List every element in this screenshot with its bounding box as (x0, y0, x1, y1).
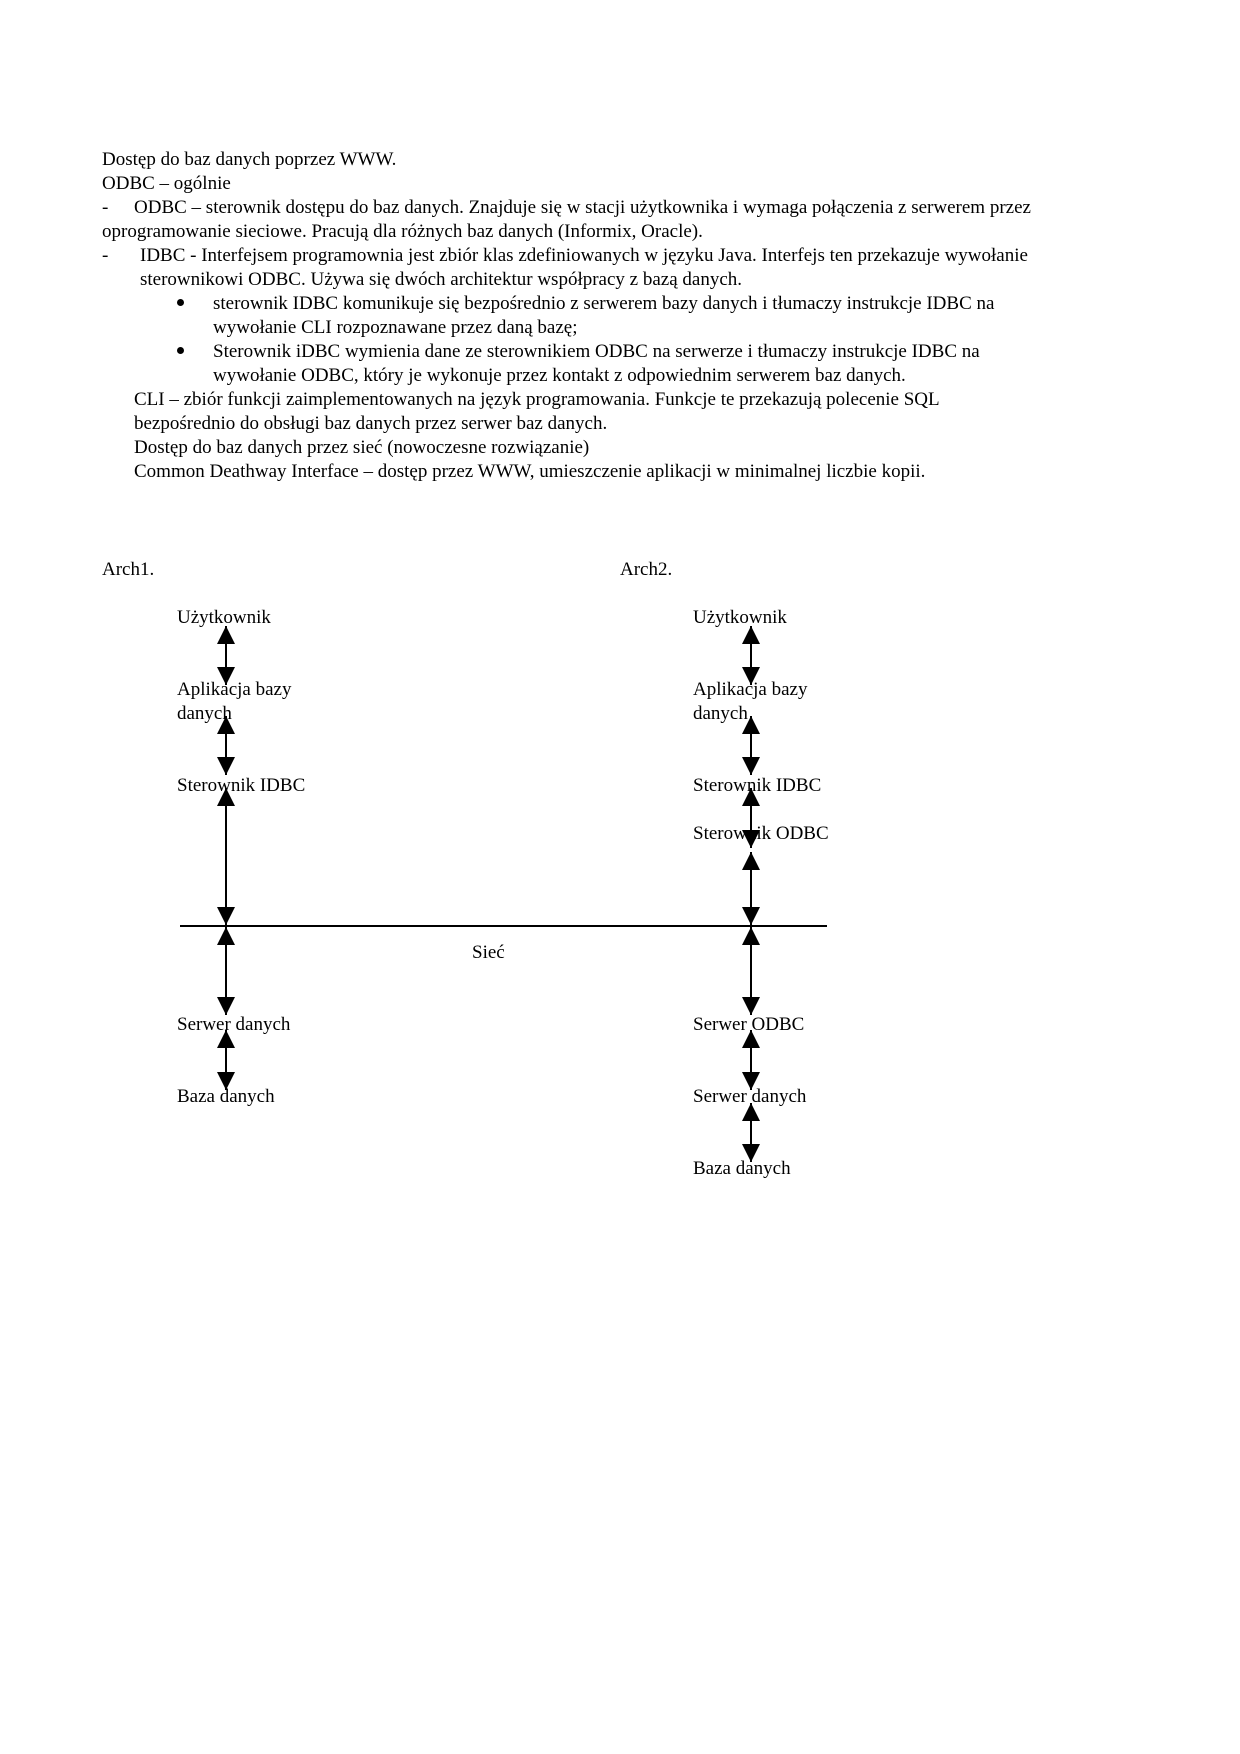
term: IDBC (140, 245, 186, 266)
paragraph-cgi: Common Deathway Interface – dostęp przez WWW, umieszczenie aplikacji w minimalnej liczbie kopii. (134, 461, 926, 482)
bullet-continuation: wywołanie ODBC, który je wykonuje przez kontakt z odpowiednim serwerem baz danych. (213, 365, 906, 386)
term: ODBC (134, 197, 187, 218)
item-text: - Interfejsem programownia jest zbiór klas zdefiniowanych w języku Java. Interfejs ten przekazuje wywołanie (185, 245, 1028, 266)
arch1-node-data-server: Serwer danych (177, 1014, 291, 1035)
arch2-node-database: Baza danych (693, 1158, 791, 1179)
bullet-item-1: sterownik IDBC komunikuje się bezpośrednio z serwerem bazy danych i tłumaczy instrukcje IDBC na (213, 293, 995, 314)
document-title: Dostęp do baz danych poprzez WWW. (102, 149, 397, 170)
bullet-item-2: Sterownik iDBC wymienia dane ze sterownikiem ODBC na serwerze i tłumaczy instrukcje IDBC na (213, 341, 980, 362)
arch1-node-idbc-driver: Sterownik IDBC (177, 775, 306, 796)
arch2-title: Arch2. (620, 559, 673, 580)
arch2-node-data-server: Serwer danych (693, 1086, 807, 1107)
arch1-node-app: Aplikacja bazy (177, 679, 292, 700)
arch1-node-database: Baza danych (177, 1086, 275, 1107)
network-label: Sieć (472, 942, 505, 963)
item-text: – sterownik dostępu do baz danych. Znajduje się w stacji użytkownika i wymaga połączenia z serwerem przez (186, 197, 1031, 218)
bullet-continuation: wywołanie CLI rozpoznawane przez daną bazę; (213, 317, 578, 338)
arch2-node-odbc-server: Serwer ODBC (693, 1014, 805, 1035)
arch2-node-odbc-driver: Sterownik ODBC (693, 823, 829, 844)
arch2-node-user: Użytkownik (693, 607, 787, 628)
dash-marker: - (102, 245, 109, 266)
item-continuation: oprogramowanie sieciowe. Pracują dla różnych baz danych (Informix, Oracle). (102, 221, 703, 242)
paragraph-cli-continuation: bezpośrednio do obsługi baz danych przez serwer baz danych. (134, 413, 608, 434)
arch1-node-app-cont: danych (177, 703, 232, 724)
arch2-node-app: Aplikacja bazy (693, 679, 808, 700)
arch1-title: Arch1. (102, 559, 155, 580)
arch1-node-user: Użytkownik (177, 607, 271, 628)
item-continuation: sterownikowi ODBC. Używa się dwóch architektur współpracy z bazą danych. (140, 269, 743, 290)
dash-marker: - (102, 197, 109, 218)
paragraph-cli: CLI – zbiór funkcji zaimplementowanych na język programowania. Funkcje te przekazują polecenie SQL (134, 389, 940, 410)
section-heading: ODBC – ogólnie (102, 173, 231, 194)
arch2-node-app-cont: danych (693, 703, 748, 724)
arch2-node-idbc-driver: Sterownik IDBC (693, 775, 822, 796)
paragraph-network-access: Dostęp do baz danych przez sieć (nowoczesne rozwiązanie) (134, 437, 590, 458)
